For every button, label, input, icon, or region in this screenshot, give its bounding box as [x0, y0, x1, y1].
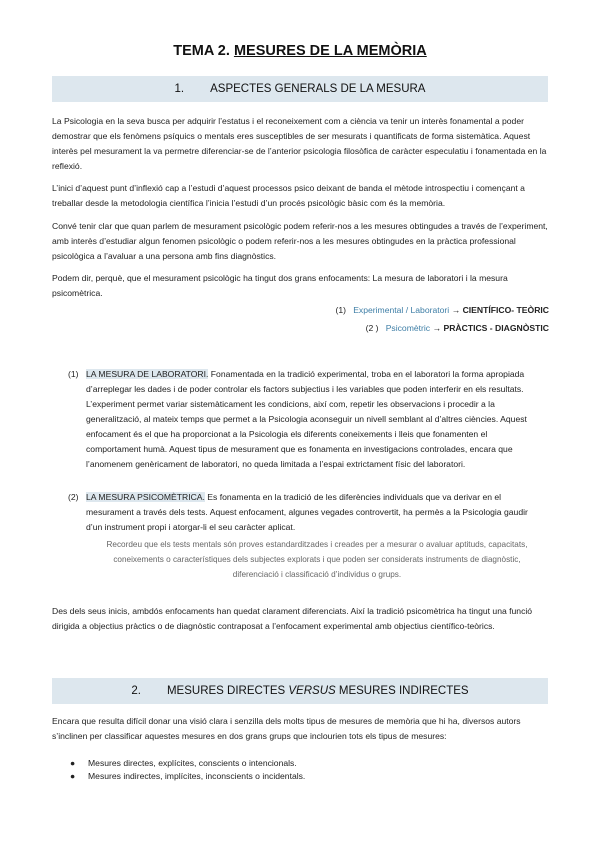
- closing-paragraph: Des dels seus inicis, ambdós enfocaments han quedat clarament diferenciats. Així la tradició psicomètrica ha tingut una funció dirigida a objectius pràctics o de diagnòstic contraposat a l’enfocament experimental amb objectius científico-teòrics.: [52, 606, 533, 631]
- approach-2-arrow: →: [432, 323, 442, 333]
- approach-1: [336, 304, 550, 316]
- section-2-number: 2.: [131, 685, 141, 697]
- section-2-heading: MESURES DIRECTES VERSUS MESURES INDIRECTES: [166, 685, 469, 697]
- approach-2-result: PRÀCTICS - DIAGNÒSTIC: [443, 323, 549, 333]
- approach-1-arrow: →: [451, 305, 461, 315]
- bullet-icon: ●: [70, 771, 76, 781]
- section-1-header: [52, 76, 548, 102]
- bullet-text: Mesures indirectes, implícites, inconscients o incidentals.: [88, 771, 306, 781]
- section-1-heading: ASPECTES GENERALS DE LA MESURA: [210, 83, 426, 95]
- paragraph-1: La Psicologia en la seva busca per adquirir l’estatus i el reconeixement com a ciència va tenir un interès fonamental a poder demostrar que els fenòmens psíquics o mentals eres susceptibles de ser mesurats i quantificats de forma sistemàtica. Aquest interès pel mesurament la va permetre diferenciar-se de l’anterior psicologia filosòfica de caràcter especulatiu i fonamentada en la reflexió.: [52, 116, 547, 171]
- bullet-icon: ●: [70, 758, 76, 768]
- paragraph-4: Podem dir, perquè, que el mesurament psicològic ha tingut dos grans enfocaments: La mesura de laboratori i la mesura psicomètrica.: [52, 273, 508, 298]
- section-2-intro: Encara que resulta difícil donar una visió clara i senzilla dels molts tipus de mesures de memòria que hi ha, diversos autors s’inclinen per classificar aquestes mesures en dos grans grups que inclourien tots els tipus de mesures:: [52, 716, 521, 741]
- approach-2-label: Psicomètric: [385, 323, 431, 333]
- paragraph-2: L’inici d’aquest punt d’inflexió cap a l’estudi d’aquest processos psico deixant de banda el mètode introspectiu i començant a treballar desde la metodologia científica l’inicia l’estudi d’un procés psicològic bàsic com és la memòria.: [52, 183, 525, 208]
- item-highlight: LA MESURA DE LABORATORI.: [86, 369, 209, 379]
- approach-1-result: CIENTÍFICO- TEÒRIC: [462, 305, 549, 315]
- title-prefix: TEMA 2.: [173, 43, 234, 59]
- section-1-number: 1.: [174, 83, 185, 95]
- approach-1-marker: (1): [335, 305, 347, 315]
- item-text: Fonamentada en la tradició experimental, troba en el laboratori la forma apropiada d’arreplegar les dades i de poder controlar els factors subjectius i les variables que poden interferir en els resultats. L’experiment permet variar sistemàticament les condicions, així com, repetir les observacions i procedir a la generalització, al mateix temps que permet a la Psicologia aconseguir un nivell semblant al d’altres ciències. Aquest enfocament és el que ha proporcionat a la Psicologia els diferents coneixements i lleis que fonamenten el comportament humà. Aquest tipus de mesurament que es fonamenta en investigacions controlades, encara que l’anomenem genèricament de laboratori, no queda limitada a l’espai extrictament físic del laboratori.: [86, 369, 527, 469]
- note-tests-mentals: Recordeu que els tests mentals són proves estandarditzades i creades per a mesurar o avaluar aptituds, capacitats, coneixements o característiques dels subjectes explorats i que poden ser considerats instruments de diagnòstic, diferenciació i classificació d’individus o grups.: [106, 540, 528, 579]
- paragraph-3: Convé tenir clar que quan parlem de mesurament psicològic podem referir-nos a les mesures obtingudes a través de l’experiment, amb interès d’estudiar algun fenomen psicològic o podem referir-nos a les mesures obtingudes en la pràctica professional psicològica a l’avaluar a una persona amb fins diagnòstics.: [52, 221, 548, 261]
- section-2-header: [52, 678, 548, 704]
- list-item-laboratori: [68, 367, 528, 472]
- approach-2: [366, 322, 549, 334]
- bullet-item-2: [70, 770, 305, 782]
- approach-1-label: Experimental / Laboratori: [353, 305, 450, 315]
- item-text: Es fonamenta en la tradició de les diferències individuals que va derivar en el mesurament a través dels tests. Aquest enfocament, algunes vegades controvertit, ha permès a la Psicologia gaudir d’un instrument propi i atorgar-li el seu caràcter aplicat.: [86, 492, 528, 532]
- title-main: MESURES DE LA MEMÒRIA: [233, 43, 427, 59]
- list-item-psicometrica: [68, 490, 528, 535]
- page-title: [0, 43, 600, 59]
- approach-2-marker: (2 ): [365, 323, 379, 333]
- list-marker: (2): [68, 492, 79, 502]
- bullet-item-1: [70, 757, 297, 769]
- list-marker: (1): [68, 369, 79, 379]
- bullet-text: Mesures directes, explícites, conscients o intencionals.: [88, 758, 297, 768]
- item-highlight: LA MESURA PSICOMÈTRICA.: [86, 492, 205, 502]
